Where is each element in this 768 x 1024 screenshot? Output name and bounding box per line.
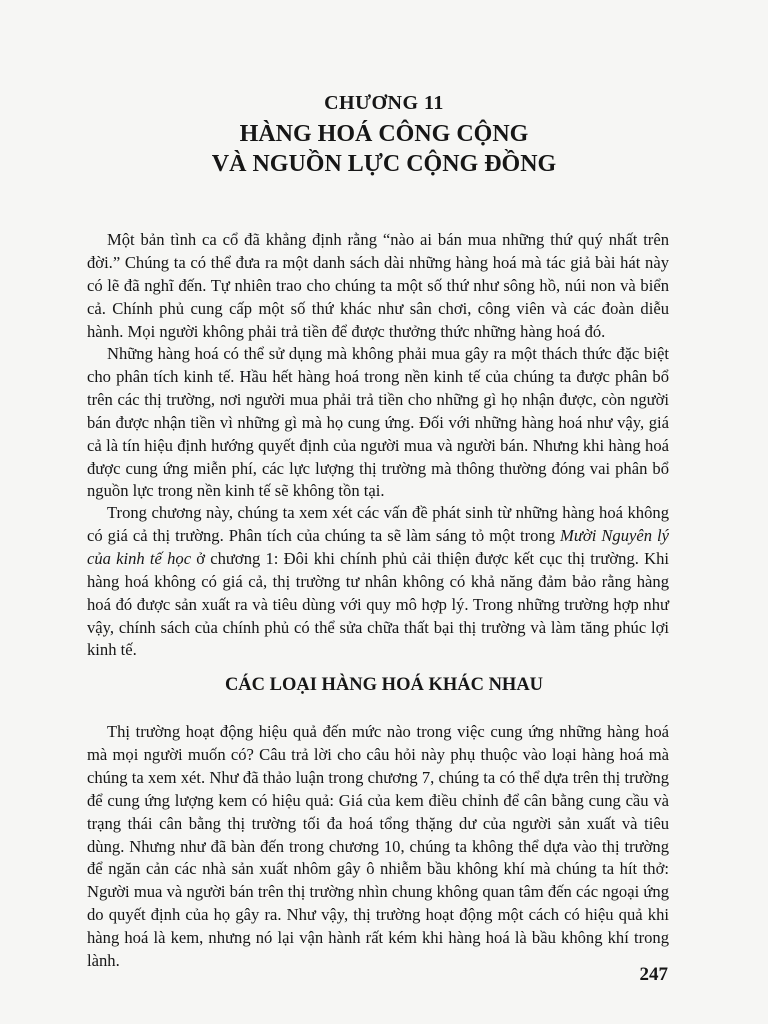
page-number: 247 <box>639 964 668 985</box>
chapter-title-line-1: HÀNG HOÁ CÔNG CỘNG <box>239 121 529 147</box>
paragraph-goods-without-price: Những hàng hoá có thể sử dụng mà không phải mua gây ra một thách thức đặc biệt cho phân tích kinh tế. Hầu hết hàng hoá trong nền kinh tế của chúng ta được phân bổ trên các thị trường, nơi người mua phải trả tiền cho những gì họ nhận được, còn người bán được nhận tiền vì những gì mà họ cung ứng. Đối với những hàng hoá như vậy, giá cả là tín hiệu định hướng quyết định của người mua và người bán. Nhưng khi hàng hoá được cung ứng miễn phí, các lực lượng thị trường mà thông thường đóng vai phân bổ nguồn lực trong nền kinh tế sẽ không tồn tại. <box>87 344 669 501</box>
paragraph-intro: Một bản tình ca cổ đã khẳng định rằng “nào ai bán mua những thứ quý nhất trên đời.” Chúng ta có thể đưa ra một danh sách dài những hàng hoá mà tác giả bài hát này có lẽ đã nghĩ đến. Tự nhiên trao cho chúng ta một số thứ như sông hồ, núi non và biển cả. Chính phủ cung cấp một số thứ khác như sân chơi, công viên và các đoàn diễu hành. Mọi người không phải trả tiền để được thưởng thức những hàng hoá đó. <box>87 230 669 341</box>
chapter-number: CHƯƠNG 11 <box>324 92 444 114</box>
paragraph-text-segment: Trong chương này, chúng ta xem xét các vấn đề phát sinh từ những hàng hoá không có giá cả thị trường. Phân tích của chúng ta sẽ làm sáng tỏ một trong <box>87 503 669 545</box>
paragraph-text-segment: ở chương 1: Đôi khi chính phủ cải thiện được kết cục thị trường. Khi hàng hoá không có giá cả, thị trường tư nhân không có khả năng đảm bảo rằng hàng hoá đó được sản xuất ra và tiêu dùng với quy mô hợp lý. Trong những trường hợp như vậy, chính sách của chính phủ có thể sửa chữa thất bại thị trường và làm tăng phúc lợi kinh tế. <box>87 548 669 660</box>
chapter-title-line-2: VÀ NGUỒN LỰC CỘNG ĐỒNG <box>211 151 557 177</box>
paragraph-chapter-overview <box>87 502 669 662</box>
section-heading: CÁC LOẠI HÀNG HOÁ KHÁC NHAU <box>224 675 544 695</box>
book-title-reference: Mười Nguyên lý của kinh tế học <box>87 525 669 568</box>
paragraph-market-efficiency: Thị trường hoạt động hiệu quả đến mức nào trong việc cung ứng những hàng hoá mà mọi người muốn có? Câu trả lời cho câu hỏi này phụ thuộc vào loại hàng hoá mà chúng ta xem xét. Như đã thảo luận trong chương 7, chúng ta có thể dựa trên thị trường để cung ứng lượng kem có hiệu quả: Giá của kem điều chỉnh để cân bằng cung cầu và trạng thái cân bằng thị trường tối đa hoá tổng thặng dư của người sản xuất và tiêu dùng. Nhưng như đã bàn đến trong chương 10, chúng ta không thể dựa vào thị trường để ngăn cản các nhà sản xuất nhôm gây ô nhiễm bầu không khí mà chúng ta hít thở: Người mua và người bán trên thị trường nhìn chung không quan tâm đến các ngoại ứng do quyết định của họ gây ra. Như vậy, thị trường hoạt động một cách có hiệu quả khi hàng hoá là kem, nhưng nó lại vận hành rất kém khi hàng hoá là bầu không khí trong lành. <box>87 722 669 971</box>
